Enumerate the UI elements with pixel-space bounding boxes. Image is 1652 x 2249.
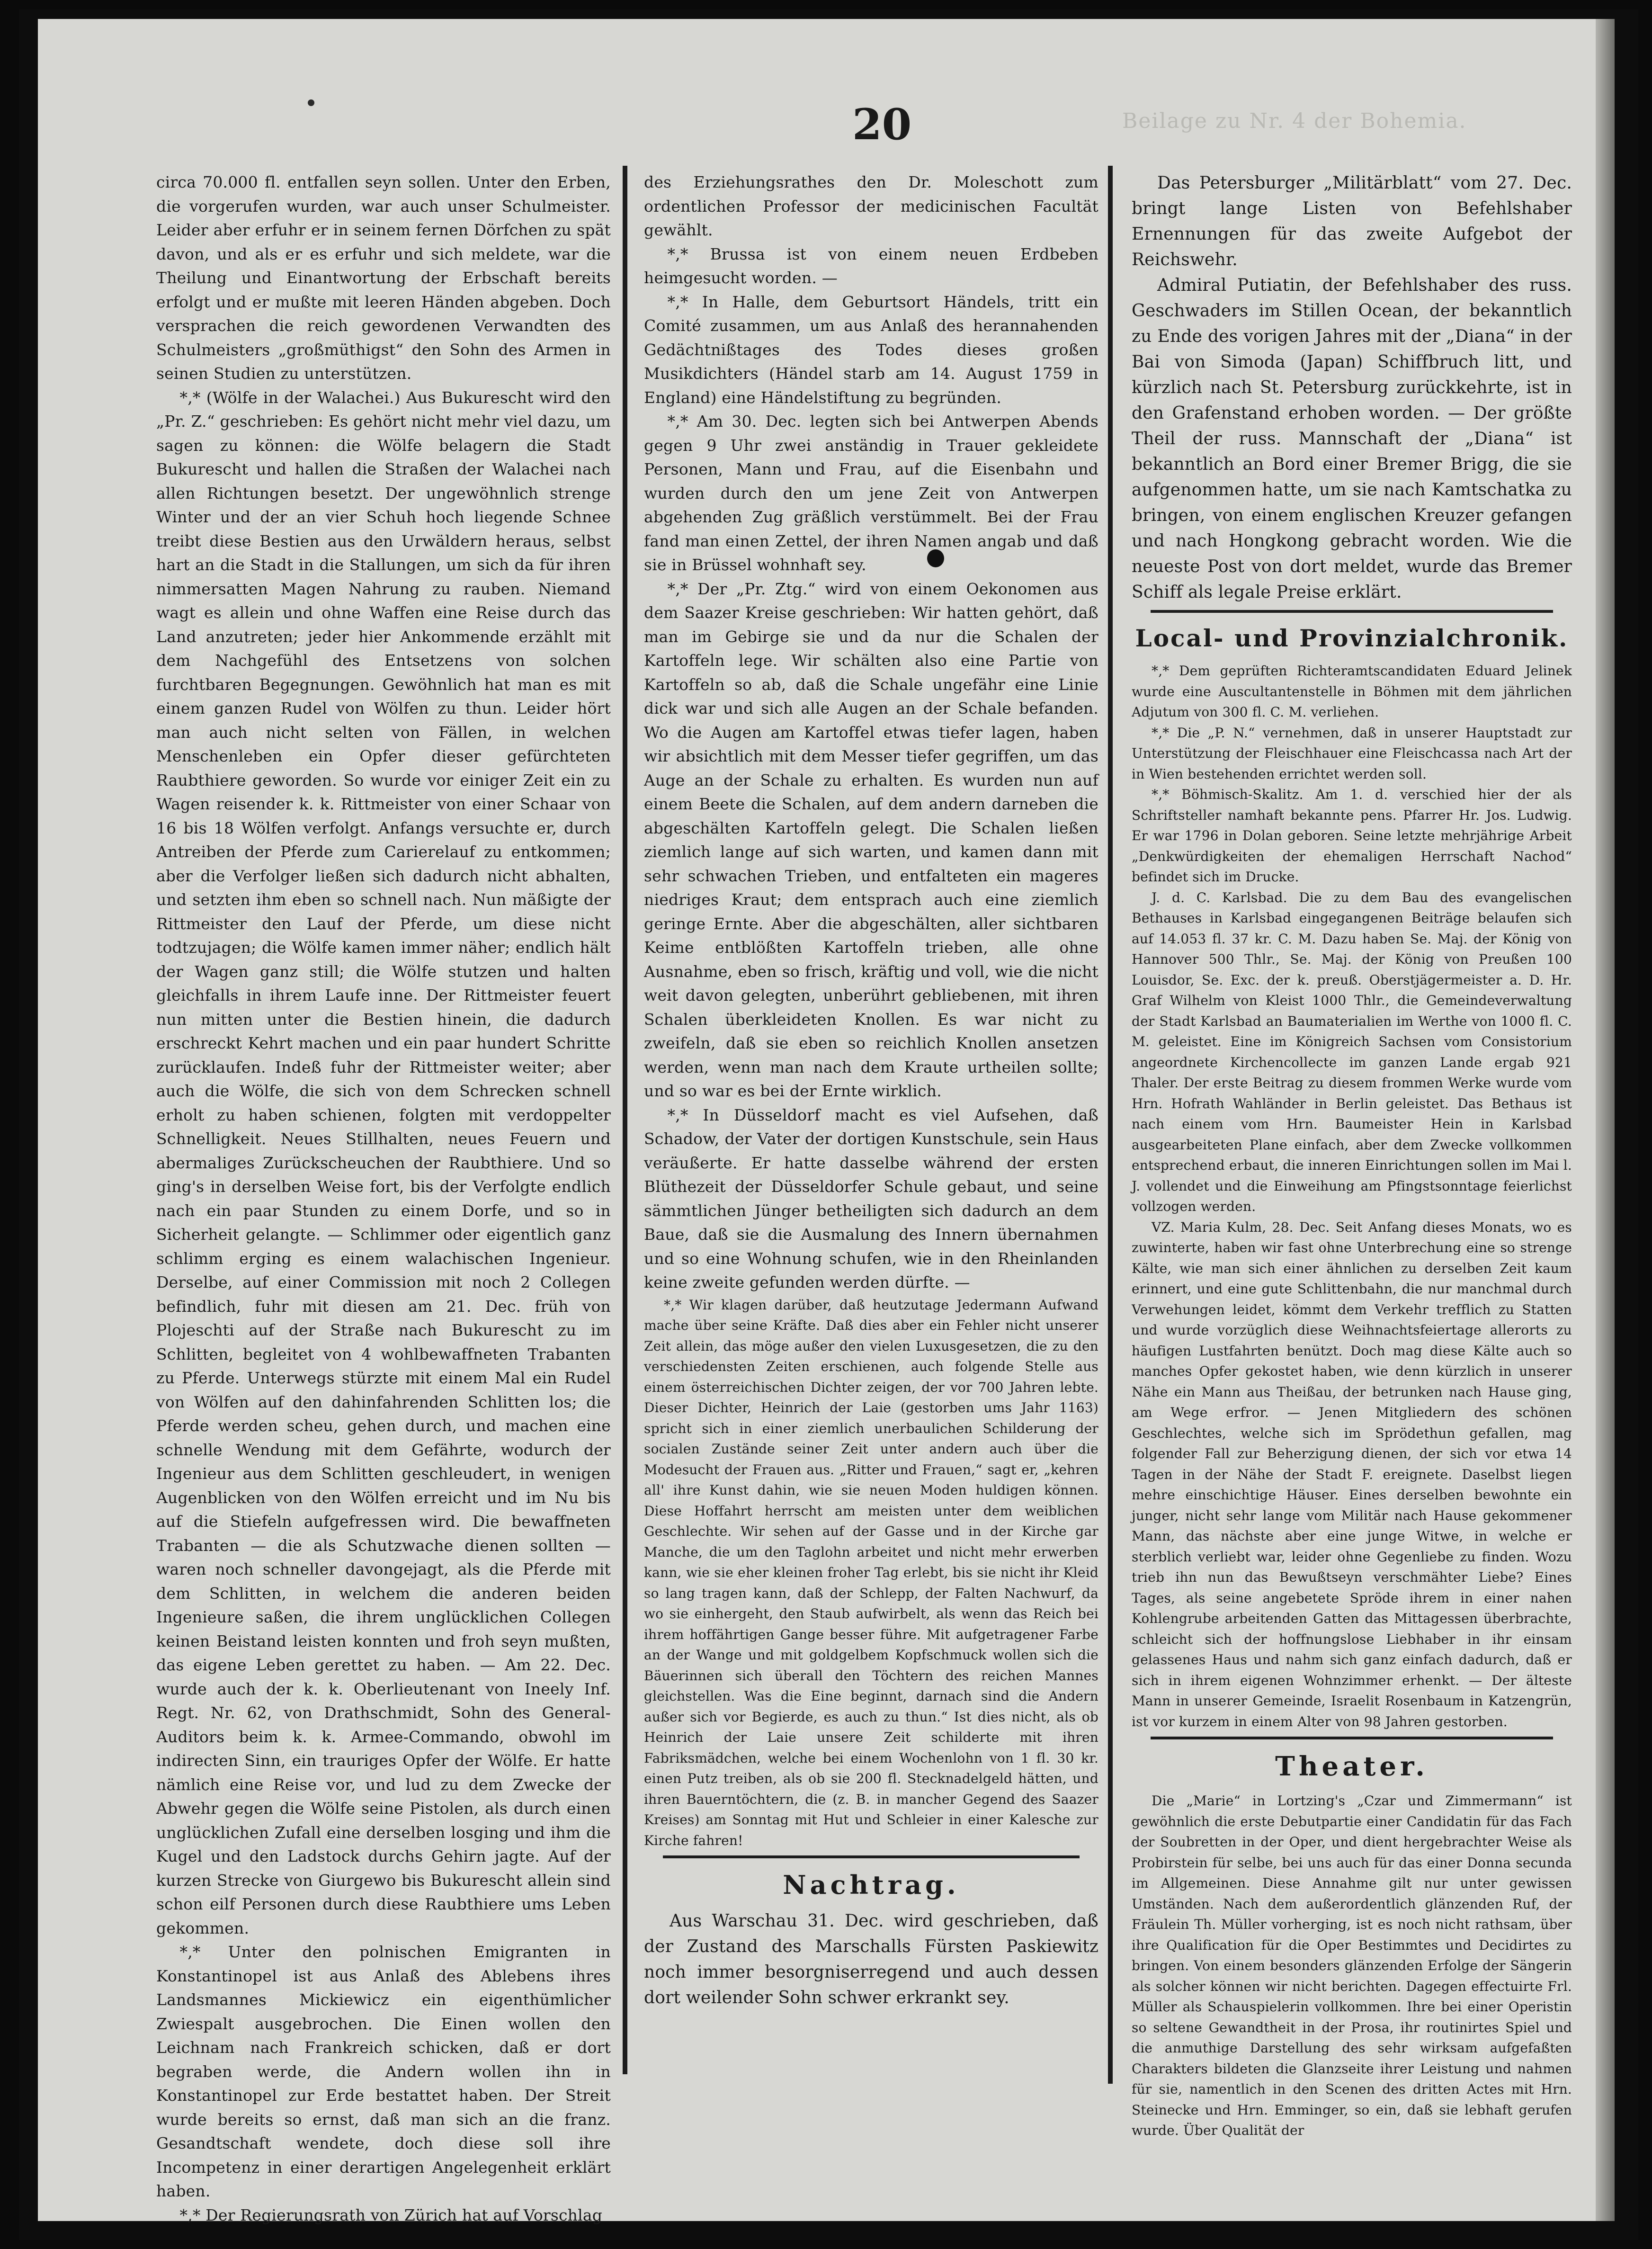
page-edge-shadow — [1596, 19, 1615, 2221]
article-zurich: *,* Der Regierungsrath von Zürich hat auf Vorschlag — [179, 2205, 603, 2224]
running-head: Beilage zu Nr. 4 der Bohemia. — [1122, 109, 1467, 133]
article-duesseldorf: *,* In Düsseldorf macht es viel Aufsehen, daß Schadow, der Vater der dortigen Kunstschule, sein Haus veräußerte. Er hatte dasselbe während der ersten Blüthezeit der Düsseldorfer Schule gebaut, und seine sämmtlichen Jünger betheiligten sich dadurch an dem Baue, daß sie die Ausmalung des Innern übernahmen und so eine Wohnung schufen, wie in den Rheinlanden keine zweite gefunden werden dürfte. — — [644, 1105, 1098, 1291]
section-heading-theater: Theater. — [1275, 1751, 1429, 1782]
article-luxury: *,* Wir klagen darüber, daß heutzutage Jedermann Aufwand mache über seine Kräfte. Daß dies aber ein Fehler nicht unserer Zeit allein, das möge außer den vielen Luxusgesetzen, die zu den verschiedensten Zeiten erschienen, auch folgende Stelle aus einem österreichischen Dichter zeigen, der vor 700 Jahren lebte. Dieser Dichter, Heinrich der Laie (gestorben ums Jahr 1163) spricht sich in einer ziemlich unerbaulichen Schilderung der socialen Zustände seiner Zeit unter andern auch über die Modesucht der Frauen aus. „Ritter und Frauen,“ sagt er, „kehren all' ihre Kunst dahin, wie sie neuen Moden huldigen können. Diese Hoffahrt herrscht am meisten unter dem weiblichen Geschlechte. Wir sehen auf der Gasse und in der Kirche gar Manche, die um den Taglohn arbeitet und nicht mehr erwerben kann, wie sie eher kleinen froher Tag erlebt, bis sie nicht ihr Kleid so lang tragen kann, daß der Schlepp, der Falten Nachwurf, da wo sie einhergeht, den Staub aufwirbelt, als wenn das Reich bei ihrem hoffährtigen Gange besser führe. Mit aufgetragener Farbe an der Wange und mit goldgelbem Kopfschmuck wollen sich die Bäuerinnen sich überall den Töchtern des reichen Mannes gleichstellen. Was die Eine beginnt, darnach sind die Andern außer sich vor Begierde, es auch zu thun.“ Ist dies nicht, als ob Heinrich der Laie unsere Zeit schilderte mit ihren Fabriksmädchen, welche bei einem Wochenlohn von 1 fl. 30 kr. einen Putz treiben, als ob sie 200 fl. Stecknadelgeld hätten, und ihren Bauerntöchtern, die (z. B. in mancher Gegend des Saazer Kreises) am Sonntag mit Hut und Schleier in einer Kalesche zur Kirche fahren! — [644, 1297, 1098, 1848]
ink-dot — [308, 99, 314, 106]
article-warsaw: Aus Warschau 31. Dec. wird geschrieben, daß der Zustand des Marschalls Fürsten Paskiewitz noch immer besorgniserregend und auch dessen dort weilender Sohn schwer erkrankt sey. — [644, 1911, 1098, 2007]
article-skalitz: *,* Böhmisch-Skalitz. Am 1. d. verschied hier der als Schriftsteller namhaft bekannte pens. Pfarrer Hr. Jos. Ludwig. Er war 1796 in Dolan geboren. Seine letzte mehrjährige Arbeit „Denkwürdigkeiten der ehemaligen Herrschaft Nachod“ befindet sich im Drucke. — [1132, 787, 1572, 885]
newspaper-page — [38, 19, 1615, 2224]
article-potatoes: *,* Der „Pr. Ztg.“ wird von einem Oekonomen aus dem Saazer Kreise geschrieben: Wir hatten gehört, daß man im Gebirge sie und da nur die Schalen der Kartoffeln lege. Wir schälten also eine Partie von Kartoffeln so ab, daß die Schale ungefähr eine Linie dick war und sich alle Augen an der Schale befanden. Wo die Augen am Kartoffel etwas tiefer lagen, haben wir absichtlich mit dem Messer tiefer gegriffen, um das Auge an der Schale zu erhalten. Es wurden nun auf einem Beete die Schalen, auf dem andern darneben die abgeschälten Kartoffeln gelegt. Die Schalen ließen ziemlich lange auf sich warten, und kamen dann mit sehr schwachen Trieben, und entfalteten ein mageres niedriges Kraut; dem entsprach auch eine ziemlich geringe Ernte. Aber die abgeschälten, aller sichtbaren Keime entblößten Kartoffeln trieben, alle ohne Ausnahme, eben so frisch, kräftig und voll, wie die nicht weit davon gelegten, unberührt gebliebenen, mit ihren Schalen überkleideten Knollen. Es war nicht zu zweifeln, daß sie eben so reichlich Knollen ansetzen werden, wenn man nach dem Kraute urtheilen sollte; und so war es bei der Ernte wirklich. — [644, 579, 1098, 1100]
article-fleischcassa: *,* Die „P. N.“ vernehmen, daß in unserer Hauptstadt zur Unterstützung der Fleischhauer eine Fleischcassa nach Art der in Wien bestehenden errichtet werden soll. — [1132, 725, 1572, 782]
article-antwerp: *,* Am 30. Dec. legten sich bei Antwerpen Abends gegen 9 Uhr zwei anständig in Trauer gekleidete Personen, Mann und Frau, auf die Eisenbahn und wurden durch den um jene Zeit von Antwerpen abgehenden Zug gräßlich verstümmelt. Bei der Frau fand man einen Zettel, der ihren Namen angab und daß sie in Brüssel wohnhaft sey. — [644, 412, 1098, 574]
column-left — [156, 170, 611, 2224]
article-maria-kulm: VZ. Maria Kulm, 28. Dec. Seit Anfang dieses Monats, wo es zuwinterte, haben wir fast ohne Unterbrechung eine so strenge Kälte, wie man sich einer ähnlichen zu derselben Zeit kaum erinnert, und eine gute Schlittenbahn, die nur manchmal durch Verwehungen leidet, kömmt dem Verkehr trefflich zu Statten und wurde vorzüglich diese Weihnachtsfeiertage allerorts zu häufigen Lustfahrten benützt. Doch mag diese Kälte auch so manches Opfer gekostet haben, wie denn kürzlich in unserer Nähe ein Mann aus Theißau, der betrunken nach Hause ging, am Wege erfror. — Jenen Mitgliedern des schönen Geschlechtes, welche sich im Sprödethun gefallen, mag folgender Fall zur Beherzigung dienen, der sich vor etwa 14 Tagen in der Nähe der Stadt F. ereignete. Daselbst liegen mehre einschichtige Häuser. Eines derselben bewohnte ein junger, nicht sehr lange vom Militär nach Hause gekommener Mann, das nächste aber eine junge Witwe, in welche er sterblich verliebt war, leider ohne Gegenliebe zu finden. Wozu trieb ihn nun das Bewußtseyn verschmähter Liebe? Eines Tages, als seine angebetete Spröde ihrem in einer nahen Kohlengrube arbeitenden Gatten das Mittagessen überbrachte, schleicht sich der hoffnungslose Liebhaber in ihr einsam gelassenes Haus und nahm sich ganz einfach dadurch, daß er sich in ihrem eigenen Wohnzimmer erhenkt. — Der älteste Mann in unserer Gemeinde, Israelit Rosenbaum in Katzengrün, ist vor kurzem in einem Alter von 98 Jahren gestorben. — [1132, 1219, 1572, 1729]
article-karlsbad: J. d. C. Karlsbad. Die zu dem Bau des evangelischen Bethauses in Karlsbad eingegangenen Beiträge belaufen sich auf 14.053 fl. 37 kr. C. M. Dazu haben Se. Maj. der König von Hannover 500 Thlr., Se. Maj. der König von Preußen 100 Louisdor, Se. Exc. der k. preuß. Oberstjägermeister a. D. Hr. Graf Wilhelm von Kleist 1000 Thlr., die Gemeindeverwaltung der Stadt Karlsbad an Baumaterialien im Werthe von 1000 fl. C. M. geleistet. Eine im Königreich Sachsen vom Consistorium angeordnete Kirchencollecte im ganzen Lande ergab 921 Thaler. Der erste Beitrag zu diesem frommen Werke wurde vom Hrn. Hofrath Wahländer in Berlin geleistet. Das Bethaus ist nach einem vom Hrn. Baumeister Hein in Karlsbad ausgearbeiteten Plane einfach, aber dem Zwecke vollkommen entsprechend erbaut, die inneren Einrichtungen sollen im Mai l. J. vollendet und die Einweihung am Pfingstsonntage feierlichst vollzogen werden. — [1132, 889, 1572, 1214]
article-theater-review: Die „Marie“ in Lortzing's „Czar und Zimmermann“ ist gewöhnlich die erste Debutpartie einer Candidatin für das Fach der Soubretten in der Oper, und dient hergebrachter Weise als Probirstein für selbe, bei uns auch für das einer Donna secunda im Allgemeinen. Diese Annahme gilt nur unter gewissen Umständen. Nach dem außerordentlich glänzenden Ruf, der Fräulein Th. Müller vorherging, ist es noch nicht rathsam, über ihre Qualification für die Oper Bestimmtes und Decidirtes zu bringen. Von einem besonders glänzenden Erfolge der Sängerin als solcher können wir nicht berichten. Dagegen effectuirte Frl. Müller als Schauspielerin vollkommen. Ihre bei einer Operistin so seltene Gewandtheit in der Prosa, ihr routinirtes Spiel und die anmuthige Darstellung des sehr wirksam aufgefaßten Charakters bildeten die Glanzseite ihrer Leistung und nahmen für sie, namentlich in den Scenen des dritten Actes mit Hrn. Steinecke und Hrn. Emminger, so ein, daß sie lebhaft gerufen wurde. Über Qualität der — [1132, 1793, 1572, 2138]
article-brussa: *,* Brussa ist von einem neuen Erdbeben heimgesucht worden. — — [644, 244, 1098, 287]
section-rule — [1151, 610, 1553, 613]
column-middle — [644, 170, 1098, 2117]
article-halle: *,* In Halle, dem Geburtsort Händels, tritt ein Comité zusammen, um aus Anlaß des herannahenden Gedächtnißtages des Todes dieses großen Musikdichters (Händel starb am 14. August 1759 in England) eine Händelstiftung zu begründen. — [644, 292, 1098, 407]
section-heading-local: Local- und Provinzialchronik. — [1135, 624, 1569, 652]
column-rule — [1108, 166, 1113, 2084]
article-petersburg: Das Petersburger „Militärblatt“ vom 27. Dec. bringt lange Listen von Befehlshaber Ernennungen für das zweite Aufgebot der Reichswehr. — [1132, 173, 1572, 269]
section-rule — [1151, 1737, 1553, 1739]
article-putiatin: Admiral Putiatin, der Befehlshaber des russ. Geschwaders im Stillen Ocean, der bekanntlich zu Ende des vorigen Jahres mit der „Diana“ in der Bai von Simoda (Japan) Schiffbruch litt, und kürzlich nach St. Petersburg zurückkehrte, ist in den Grafenstand erhoben worden. — Der größte Theil der russ. Mannschaft der „Diana“ ist bekanntlich an Bord einer Bremer Brigg, die sie aufgenommen hatte, um sie nach Kamtschatka zu bringen, von einem englischen Kreuzer gefangen und nach Hongkong gebracht worden. Wie die neueste Post von dort meldet, wurde das Bremer Schiff als legale Preise erklärt. — [1132, 276, 1572, 602]
page-number: 20 — [852, 99, 912, 150]
section-heading-nachtrag: Nachtrag. — [783, 1870, 960, 1900]
article-jelinek: *,* Dem geprüften Richteramtscandidaten Eduard Jelinek wurde eine Auscultantenstelle in Böhmen mit dem jährlichen Adjutum von 300 fl. C. M. verliehen. — [1132, 663, 1572, 720]
article-wolves: *,* (Wölfe in der Walachei.) Aus Bukurescht wird den „Pr. Z.“ geschrieben: Es gehört nicht mehr viel dazu, um sagen zu können: die Wölfe belagern die Stadt Bukurescht und hallen die Straßen der Walachei nach allen Richtungen besetzt. Der ungewöhnlich strenge Winter und der an vier Schuh hoch liegende Schnee treibt diese Bestien aus den Urwäldern heraus, selbst hart an die Stadt in die Stallungen, um sich da für ihren nimmersatten Magen Nahrung zu rauben. Niemand wagt es allein und ohne Waffen eine Reise durch das Land anzutreten; jeder hier Ankommende erzählt mit dem Nachgefühl des Entsetzens von solchen furchtbaren Begegnungen. Gewöhnlich hat man es mit einem ganzen Rudel von Wölfen zu thun. Leider hört man auch nicht selten von Fällen, in welchen Menschenleben ein Opfer dieser gefürchteten Raubthiere geworden. So wurde vor einiger Zeit ein zu Wagen reisender k. k. Rittmeister von einer Schaar von 16 bis 18 Wölfen verfolgt. Anfangs versuchte er, durch Antreiben der Pferde zum Carierelauf zu entkommen; aber die Verfolger ließen sich dadurch nicht abhalten, und setzten ihm eben so schnell nach. Nun mäßigte der Rittmeister den Lauf der Pferde, um diese nicht todtzujagen; die Wölfe kamen immer näher; endlich hält der Wagen ganz still; die Wölfe stutzen und halten gleichfalls in ihrem Laufe inne. Der Rittmeister feuert nun mitten unter die Bestien hinein, die dadurch erschreckt Kehrt machen und ein paar hundert Schritte zurücklaufen. Indeß fuhr der Rittmeister weiter; aber auch die Wölfe, die sich von dem Schrecken schnell erholt zu haben schienen, folgten mit verdoppelter Schnelligkeit. Neues Stillhalten, neues Feuern und abermaliges Zurückscheuchen der Raubthiere. Und so ging's in derselben Weise fort, bis der Verfolgte endlich nach ein paar Stunden zu einem Dorfe, und so in Sicherheit gelangte. — Schlimmer oder eigentlich ganz schlimm erging es einem walachischen Ingenieur. Derselbe, auf einer Commission mit noch 2 Collegen befindlich, fuhr mit diesen am 21. Dec. früh von Plojeschti auf der Straße nach Bukurescht zu im Schlitten, begleitet von 4 wohlbewaffneten Trabanten zu Pferde. Unterwegs stürzte mit einem Mal ein Rudel von Wölfen auf den dahinfahrenden Schlitten los; die Pferde werden scheu, gehen durch, und machen eine schnelle Wendung mit dem Gefährte, wodurch der Ingenieur aus dem Schlitten geschleudert, in wenigen Augenblicken von den Wölfen erreicht und im Nu bis auf die Stiefeln aufgefressen wird. Die bewaffneten Trabanten — die als Schutzwache dienen sollten — waren noch schneller davongejagt, als die Pferde mit dem Schlitten, in welchem die anderen beiden Ingenieure saßen, die ihrem unglücklichen Collegen keinen Beistand leisten konnten und froh seyn mußten, das eigene Leben gerettet zu haben. — Am 22. Dec. wurde auch der k. k. Oberlieutenant von Ineely Inf. Regt. Nr. 62, von Drathschmidt, Sohn des General-Auditors beim k. k. Armee-Commando, obwohl im indirecten Sinn, ein trauriges Opfer der Wölfe. Er hatte nämlich eine Reise vor, und lud zu dem Zwecke der Abwehr gegen die Wölfe seine Pistolen, als durch einen unglücklichen Zufall eine derselben losging und ihm die Kugel und den Ladstock durchs Gehirn jagte. Auf der kurzen Strecke von Giurgewo bis Bukurescht allein sind schon eilf Personen durch diese Raubthiere ums Leben gekommen. — [156, 388, 611, 1937]
article-paragraph: circa 70.000 fl. entfallen seyn sollen. Unter den Erben, die vorgerufen wurden, war auch unser Schulmeister. Leider aber erfuhr er in seinem fernen Dörfchen zu spät davon, und als er es erfuhr und sich meldete, war die Theilung und Einantwortung der Erbschaft bereits erfolgt und er mußte mit leeren Händen abgeben. Doch versprachen die reich gewordenen Verwandten des Schulmeisters „großmüthigst“ den Sohn des Armen in seinen Studien zu unterstützen. — [156, 173, 611, 383]
section-rule — [663, 1855, 1080, 1858]
column-rule — [623, 166, 627, 2074]
article-polish-emigrants: *,* Unter den polnischen Emigranten in Konstantinopel ist aus Anlaß des Ablebens ihres Landsmannes Mickiewicz ein eigenthümlicher Zwiespalt ausgebrochen. Die Einen wollen den Leichnam nach Frankreich schicken, daß er dort begraben werde, die Andern wollen ihn in Konstantinopel zur Erde bestattet haben. Der Streit wurde bereits so ernst, daß man sich an die franz. Gesandtschaft wendete, doch diese soll ihre Incompetenz in einer derartigen Angelegenheit erklärt haben. — [156, 1943, 611, 2200]
column-right — [1132, 170, 1572, 2138]
article-moleschott: des Erziehungsrathes den Dr. Moleschott zum ordentlichen Professor der medicinischen Facultät gewählt. — [644, 173, 1098, 239]
